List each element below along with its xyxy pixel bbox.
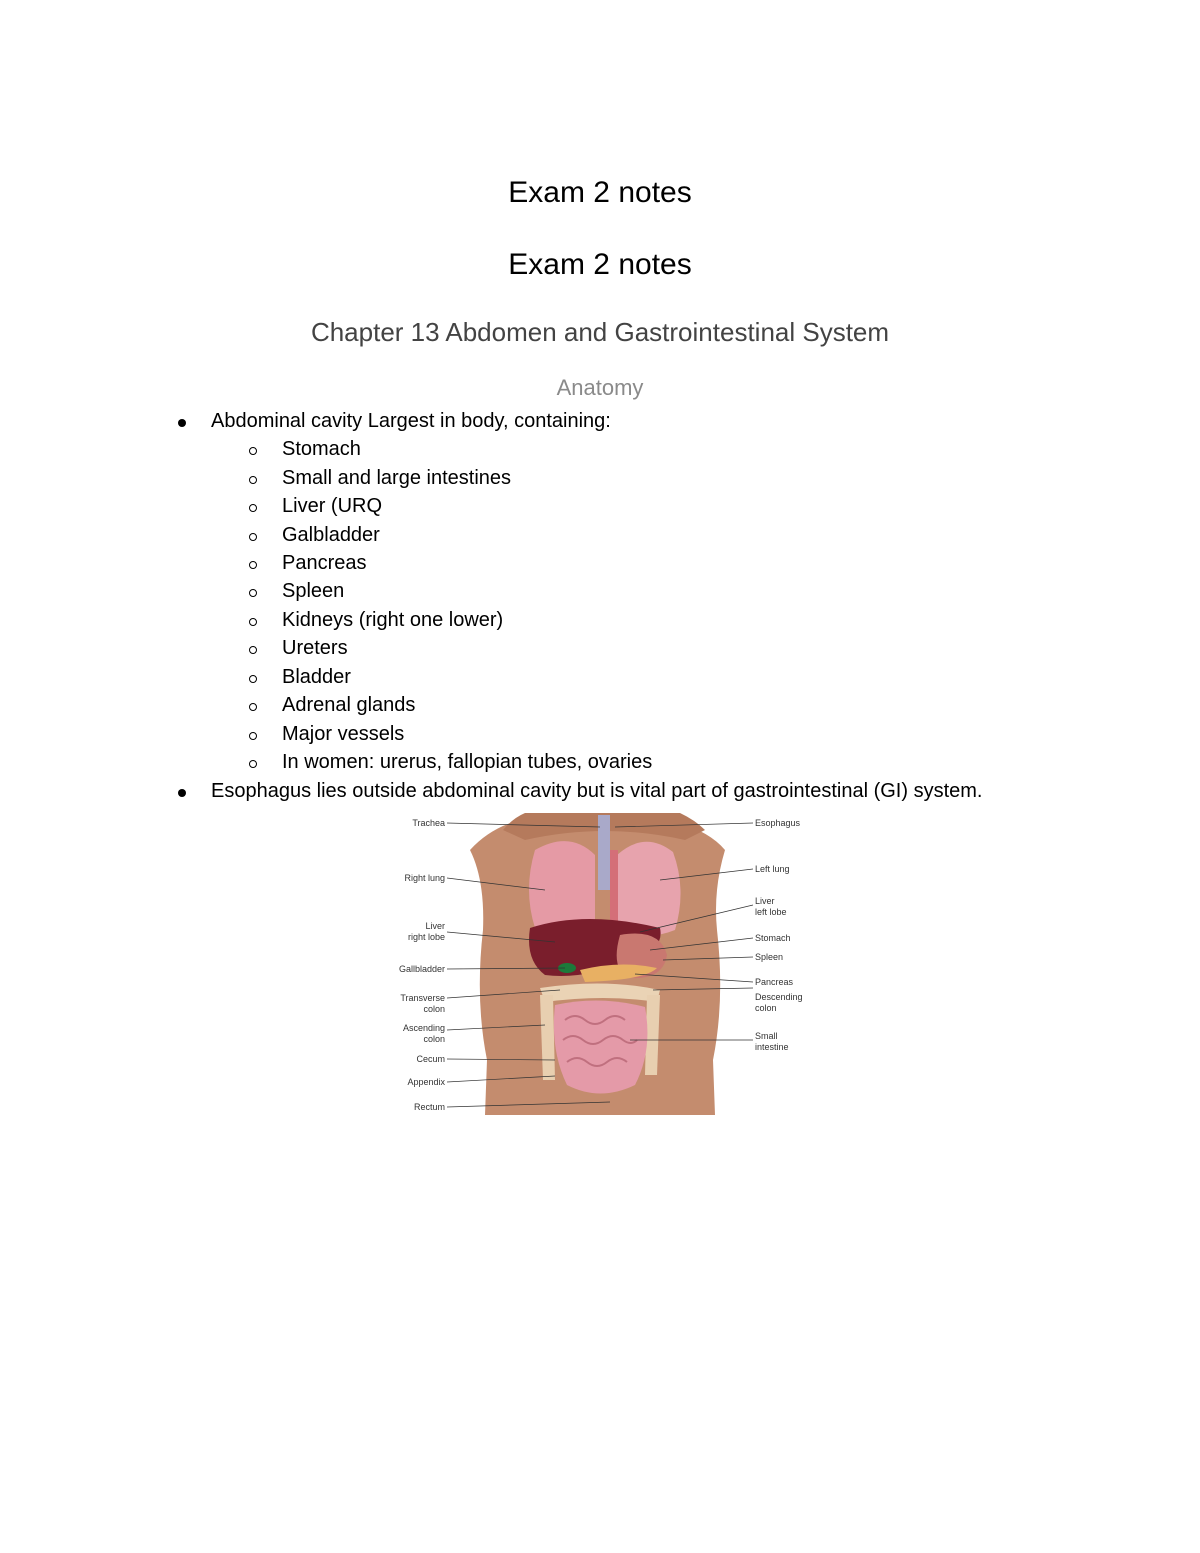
label-liver-right: Liver <box>425 921 445 931</box>
sub-list-item: Stomach <box>282 438 361 460</box>
label-ascending-colon: colon <box>423 1034 445 1044</box>
sub-list-item: In women: urerus, fallopian tubes, ovaries <box>282 751 653 773</box>
label-left-lung: Left lung <box>755 864 790 874</box>
sub-bullet-icon <box>249 476 257 484</box>
sub-list-item: Bladder <box>282 666 351 688</box>
anatomy-figure <box>395 810 810 1115</box>
sub-bullet-icon <box>249 703 257 711</box>
section-heading: Anatomy <box>556 375 644 400</box>
sub-bullet-icon <box>249 561 257 569</box>
bullet-dot-icon <box>178 419 186 427</box>
label-trachea: Trachea <box>412 818 445 828</box>
label-esophagus: Esophagus <box>755 818 801 828</box>
sub-bullet-icon <box>249 675 257 683</box>
sub-list-item: Ureters <box>282 637 348 659</box>
sub-bullet-icon <box>249 732 257 740</box>
sub-list-item: Major vessels <box>282 723 405 745</box>
label-cecum: Cecum <box>416 1054 445 1064</box>
trachea-shape <box>598 815 610 890</box>
sub-list-item: Galbladder <box>282 524 380 546</box>
label-right-lobe: right lobe <box>407 932 445 942</box>
sub-bullet-icon <box>249 646 257 654</box>
sub-list-item: Liver (URQ <box>282 495 383 517</box>
sub-bullet-icon <box>249 447 257 455</box>
label-stomach: Stomach <box>755 933 791 943</box>
chapter-heading: Chapter 13 Abdomen and Gastrointestinal System <box>310 317 890 347</box>
sub-list-item: Spleen <box>282 580 345 602</box>
list-item: Abdominal cavity Largest in body, containing: <box>211 410 611 432</box>
label-transverse: Transverse <box>400 993 445 1003</box>
sub-bullet-icon <box>249 533 257 541</box>
label-right-lung: Right lung <box>404 873 445 883</box>
label-pancreas: Pancreas <box>755 977 794 987</box>
label-descending-colon: colon <box>755 1003 777 1013</box>
label-small: Small <box>755 1031 778 1041</box>
label-rectum: Rectum <box>413 1102 445 1112</box>
sub-bullet-icon <box>249 589 257 597</box>
label-descending: Descending <box>755 992 803 1002</box>
bullet-dot-icon <box>178 789 186 797</box>
sub-list-item: Adrenal glands <box>282 694 416 716</box>
small-intestine-shape <box>554 1000 648 1093</box>
label-transverse-colon: colon <box>423 1004 445 1014</box>
sub-list-item: Small and large intestines <box>282 467 512 489</box>
label-spleen: Spleen <box>755 952 784 962</box>
list-item: Esophagus lies outside abdominal cavity but is vital part of gastrointestinal (GI) system. <box>211 780 983 802</box>
sub-bullet-icon <box>249 760 257 768</box>
sub-list-item: Pancreas <box>282 552 367 574</box>
label-ascending: Ascending <box>402 1023 445 1033</box>
sub-bullet-icon <box>249 618 257 626</box>
document-title: Exam 2 notes <box>508 176 692 209</box>
label-intestine: intestine <box>755 1042 789 1052</box>
sub-bullet-icon <box>249 504 257 512</box>
sub-list-item: Kidneys (right one lower) <box>282 609 504 631</box>
label-liver-left: Liver <box>755 896 775 906</box>
label-appendix: Appendix <box>407 1077 445 1087</box>
label-left-lobe: left lobe <box>755 907 787 917</box>
label-gallbladder: Gallbladder <box>398 964 445 974</box>
document-heading: Exam 2 notes <box>508 248 692 281</box>
